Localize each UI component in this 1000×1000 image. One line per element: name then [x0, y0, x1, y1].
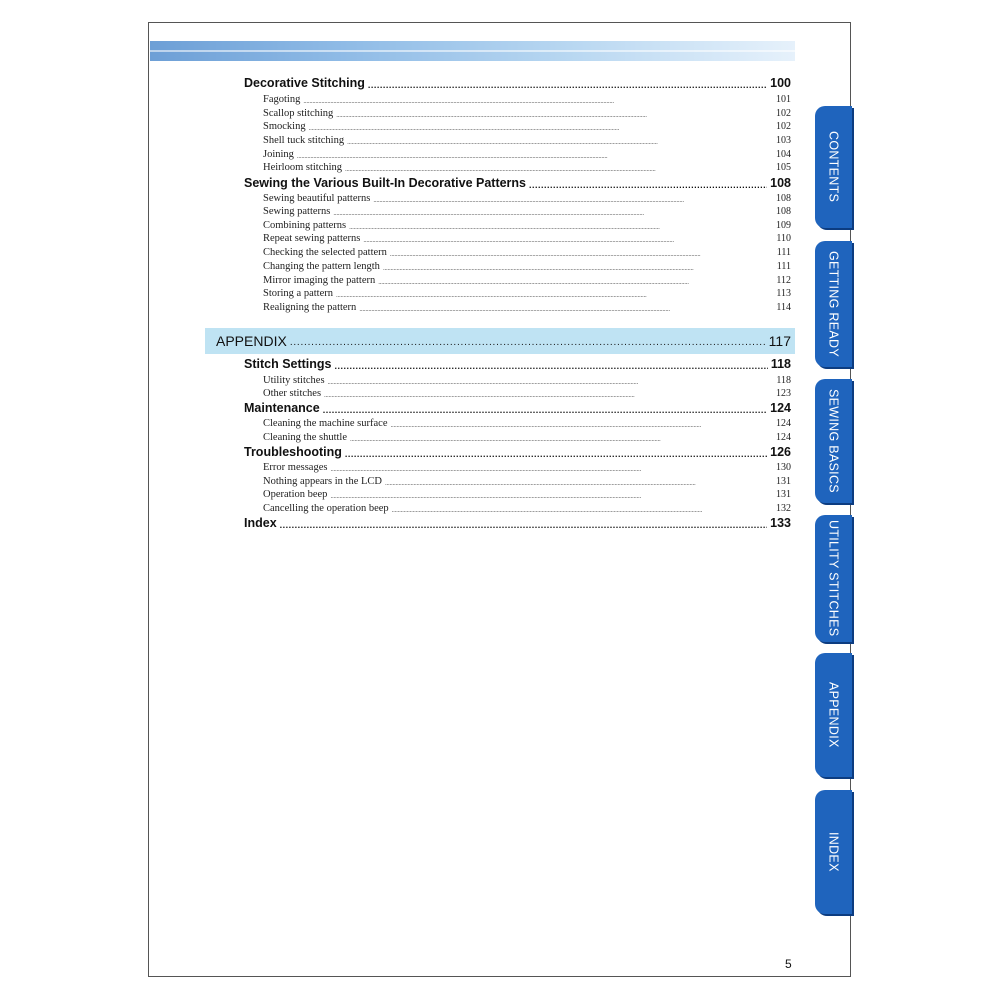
- toc-item[interactable]: Realigning the pattern . . . 114: [263, 301, 791, 314]
- toc-item[interactable]: Cleaning the shuttle . . . 124: [263, 431, 791, 444]
- toc-section-stitch-settings[interactable]: Stitch Settings . . . 118: [244, 357, 791, 372]
- toc-item[interactable]: Checking the selected pattern . . . 111: [263, 246, 791, 259]
- tab-index[interactable]: INDEX: [815, 790, 852, 914]
- toc-item[interactable]: Nothing appears in the LCD . . . 131: [263, 475, 791, 488]
- tab-utility-stitches[interactable]: UTILITY STITCHES: [815, 515, 852, 642]
- toc-item[interactable]: Smocking . . . 102: [263, 120, 791, 133]
- toc-item[interactable]: Operation beep . . . 131: [263, 488, 791, 501]
- toc-item[interactable]: Error messages . . . 130: [263, 461, 791, 474]
- tab-appendix[interactable]: APPENDIX: [815, 653, 852, 777]
- toc-item[interactable]: Storing a pattern . . . 113: [263, 287, 791, 300]
- toc-chapter-appendix[interactable]: APPENDIX . . . 117: [216, 332, 791, 350]
- toc-item[interactable]: Cancelling the operation beep . . . 132: [263, 502, 791, 515]
- toc-item[interactable]: Shell tuck stitching . . . 103: [263, 134, 791, 147]
- toc-item[interactable]: Heirloom stitching . . . 105: [263, 161, 791, 174]
- page-number: 5: [785, 957, 792, 971]
- toc-item[interactable]: Sewing patterns . . . 108: [263, 205, 791, 218]
- toc-item[interactable]: Joining . . . 104: [263, 148, 791, 161]
- tab-contents[interactable]: CONTENTS: [815, 106, 852, 228]
- toc-section-index[interactable]: Index . . . 133: [244, 516, 791, 531]
- toc-item[interactable]: Other stitches . . . 123: [263, 387, 791, 400]
- toc-section-decorative-stitching[interactable]: Decorative Stitching . . . 100: [244, 76, 791, 91]
- tab-sewing-basics[interactable]: SEWING BASICS: [815, 379, 852, 503]
- toc-item[interactable]: Repeat sewing patterns . . . 110: [263, 232, 791, 245]
- toc-section-troubleshooting[interactable]: Troubleshooting . . . 126: [244, 445, 791, 460]
- toc-item[interactable]: Mirror imaging the pattern . . . 112: [263, 274, 791, 287]
- toc-item[interactable]: Sewing beautiful patterns . . . 108: [263, 192, 791, 205]
- toc-section-built-in-patterns[interactable]: Sewing the Various Built-In Decorative Patterns . . . 108: [244, 176, 791, 191]
- header-gradient-bar: [150, 41, 795, 61]
- toc-item[interactable]: Fagoting . . . 101: [263, 93, 791, 106]
- toc-item[interactable]: Scallop stitching . . . 102: [263, 107, 791, 120]
- tab-getting-ready[interactable]: GETTING READY: [815, 241, 852, 367]
- toc-item[interactable]: Combining patterns . . . 109: [263, 219, 791, 232]
- toc-item[interactable]: Changing the pattern length . . . 111: [263, 260, 791, 273]
- toc-item[interactable]: Cleaning the machine surface . . . 124: [263, 417, 791, 430]
- toc-item[interactable]: Utility stitches . . . 118: [263, 374, 791, 387]
- toc-section-maintenance[interactable]: Maintenance . . . 124: [244, 401, 791, 416]
